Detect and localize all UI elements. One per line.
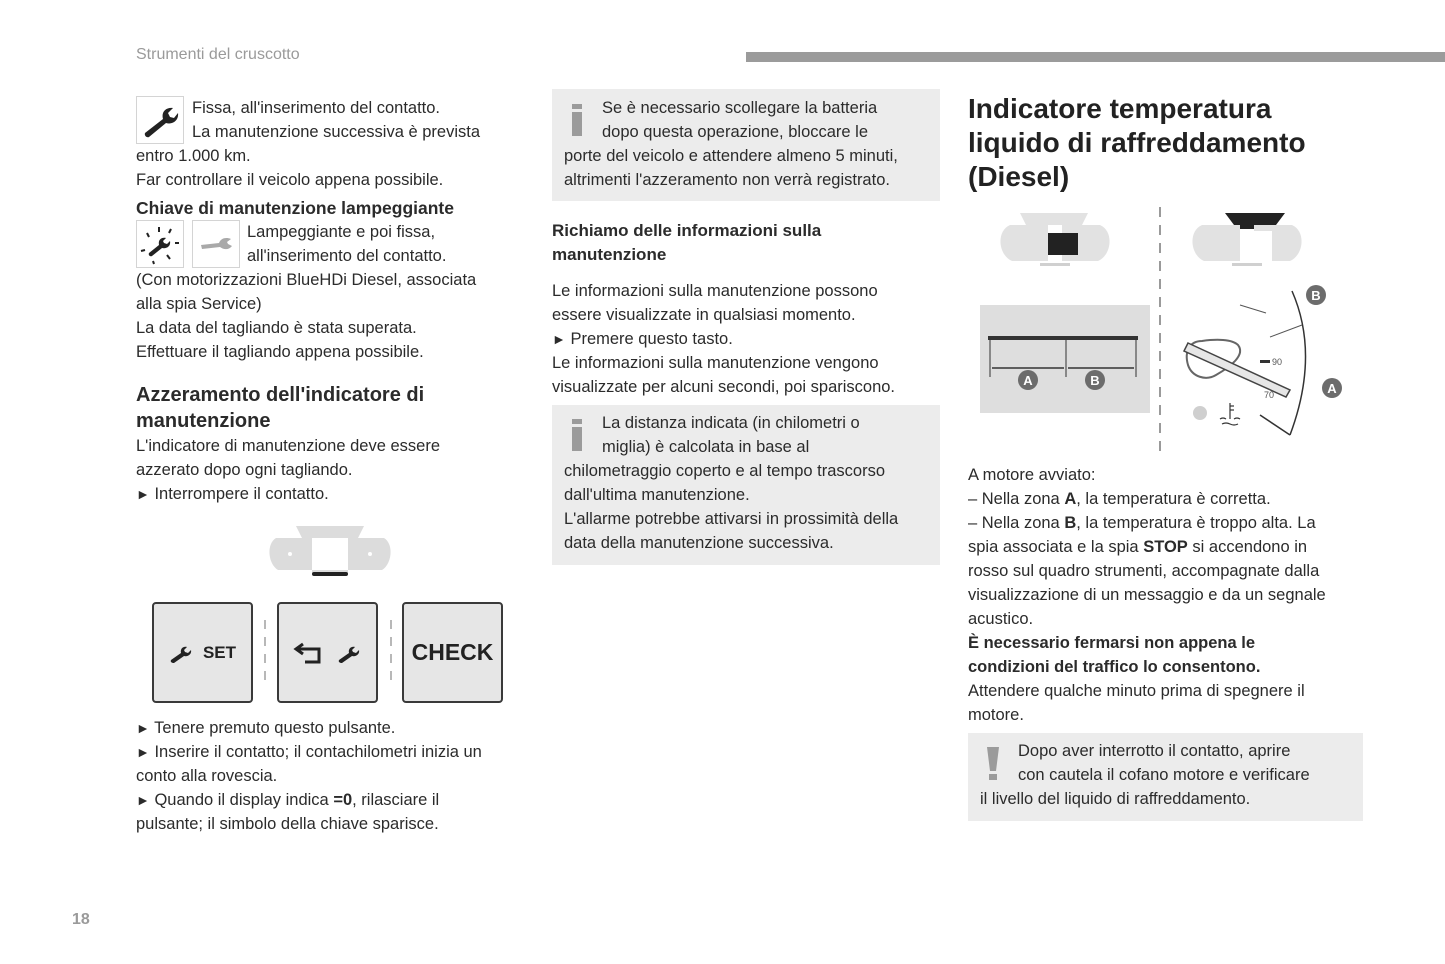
running-header-title: Strumenti del cruscotto: [136, 46, 300, 63]
text-line: Effettuare il tagliando appena possibile.: [136, 343, 424, 361]
text-line: La distanza indicata (in chilometri o: [602, 414, 860, 432]
return-arrow-icon: [293, 640, 327, 666]
section-title: Indicatore temperatura liquido di raffreddamento (Diesel): [968, 93, 1306, 192]
text-line: conto alla rovescia.: [136, 767, 278, 785]
step-item: ► Interrompere il contatto.: [136, 485, 329, 503]
text-line: visualizzazione di un messaggio e da un segnale: [968, 586, 1326, 604]
flashing-wrench-block: [136, 220, 526, 268]
separator: [390, 620, 392, 686]
coolant-text: [968, 463, 1363, 821]
info-note: [552, 405, 940, 565]
text-line: Far controllare il veicolo appena possibile.: [136, 171, 444, 189]
text-line: Se è necessario scollegare la batteria: [602, 99, 878, 117]
text-line: alla spia Service): [136, 295, 262, 313]
text-line: A motore avviato:: [968, 466, 1096, 484]
text-line: essere visualizzate in qualsiasi momento.: [552, 306, 856, 324]
column-right: [968, 92, 1368, 194]
step-item: ► Premere questo tasto.: [552, 330, 733, 348]
text-line: (Con motorizzazioni BlueHDi Diesel, associata: [136, 271, 477, 289]
coolant-temperature-icon: [1220, 403, 1240, 425]
header-bar: [746, 52, 1445, 62]
text-line: spia associata e la spia STOP si accendono in: [968, 538, 1308, 556]
column-middle: [552, 89, 940, 565]
text-line: chilometraggio coperto e al tempo trascorso: [564, 462, 885, 480]
cluster-left-icon: [1000, 213, 1109, 266]
text-line: motore.: [968, 706, 1024, 724]
flashing-wrench-icon: [136, 220, 184, 268]
info-icon: [566, 100, 588, 144]
check-button[interactable]: [402, 602, 503, 703]
set-label: SET: [202, 642, 237, 662]
svg-text:A: A: [1327, 381, 1337, 396]
info-icon: [566, 415, 588, 459]
column-left: [136, 96, 526, 506]
gauge-arc: [1290, 291, 1306, 435]
svg-text:70: 70: [1264, 390, 1275, 400]
text-line: – Nella zona B, la temperatura è troppo alta. La: [968, 514, 1316, 532]
check-label: CHECK: [411, 639, 494, 665]
text-line: pulsante; il simbolo della chiave sparisce.: [136, 815, 439, 833]
wrench-icon: [337, 643, 363, 663]
text-line: altrimenti l'azzeramento non verrà registrato.: [564, 171, 890, 189]
text-line: visualizzate per alcuni secondi, poi spariscono.: [552, 378, 896, 396]
svg-text:B: B: [1311, 288, 1321, 303]
wrench-warning-icon: [136, 96, 184, 144]
set-button[interactable]: [152, 602, 253, 703]
text-line: miglia) è calcolata in base al: [602, 438, 810, 456]
page-number: 18: [72, 911, 90, 928]
step-item: ► Quando il display indica =0, rilasciare il: [136, 791, 440, 809]
text-line: acustico.: [968, 610, 1034, 628]
info-note: [552, 89, 940, 201]
separator: [264, 620, 266, 686]
warning-lamp-icon: [1193, 406, 1207, 420]
warning-note: [968, 733, 1363, 821]
reset-heading: Azzeramento dell'indicatore di manutenzione: [136, 384, 425, 432]
fixed-wrench-grey-icon: [192, 220, 240, 268]
recall-heading: Richiamo delle informazioni sulla manutenzione: [552, 221, 822, 264]
text-line: Le informazioni sulla manutenzione vengono: [552, 354, 879, 372]
return-wrench-button[interactable]: [277, 602, 378, 703]
text-line: È necessario fermarsi non appena le: [968, 634, 1256, 652]
text-line: porte del veicolo e attendere almeno 5 minuti,: [564, 147, 898, 165]
svg-text:B: B: [1090, 373, 1100, 388]
text-line: L'indicatore di manutenzione deve essere: [136, 437, 441, 455]
text-line: il livello del liquido di raffreddamento.: [980, 790, 1251, 808]
text-line: condizioni del traffico lo consentono.: [968, 658, 1261, 676]
steps-list: [136, 716, 531, 836]
text-line: Le informazioni sulla manutenzione possono: [552, 282, 878, 300]
text-line: Fissa, all'inserimento del contatto.: [192, 99, 441, 117]
text-line: Lampeggiante e poi fissa,: [247, 223, 436, 241]
text-line: rosso sul quadro strumenti, accompagnate dalla: [968, 562, 1320, 580]
text-line: Dopo aver interrotto il contatto, aprire: [1018, 742, 1291, 760]
svg-text:90: 90: [1272, 357, 1283, 367]
wrench-icon: [169, 643, 195, 663]
text-line: dall'ultima manutenzione.: [564, 486, 750, 504]
text-line: data della manutenzione successiva.: [564, 534, 834, 552]
text-line: La data del tagliando è stata superata.: [136, 319, 417, 337]
text-line: dopo questa operazione, bloccare le: [602, 123, 869, 141]
fixed-wrench-block: [136, 96, 526, 144]
bar-gauge-panel: [980, 305, 1150, 413]
step-item: ► Inserire il contatto; il contachilometri inizia un: [136, 743, 482, 761]
gauge-needle: [1184, 343, 1290, 397]
text-line: entro 1.000 km.: [136, 147, 251, 165]
text-line: La manutenzione successiva è prevista: [192, 123, 480, 141]
warning-icon: [982, 743, 1004, 787]
text-line: Attendere qualche minuto prima di spegnere il: [968, 682, 1305, 700]
step-item: ► Tenere premuto questo pulsante.: [136, 719, 396, 737]
svg-text:A: A: [1023, 373, 1033, 388]
text-line: azzerato dopo ogni tagliando.: [136, 461, 353, 479]
coolant-temperature-diagram: [970, 205, 1355, 457]
text-line: L'allarme potrebbe attivarsi in prossimità della: [564, 510, 899, 528]
text-line: – Nella zona A, la temperatura è corretta.: [968, 490, 1271, 508]
flashing-heading: Chiave di manutenzione lampeggiante: [136, 198, 454, 218]
instrument-cluster-icon: [266, 524, 394, 578]
text-line: con cautela il cofano motore e verificare: [1018, 766, 1310, 784]
text-line: all'inserimento del contatto.: [247, 247, 447, 265]
cluster-right-icon: [1192, 213, 1301, 266]
